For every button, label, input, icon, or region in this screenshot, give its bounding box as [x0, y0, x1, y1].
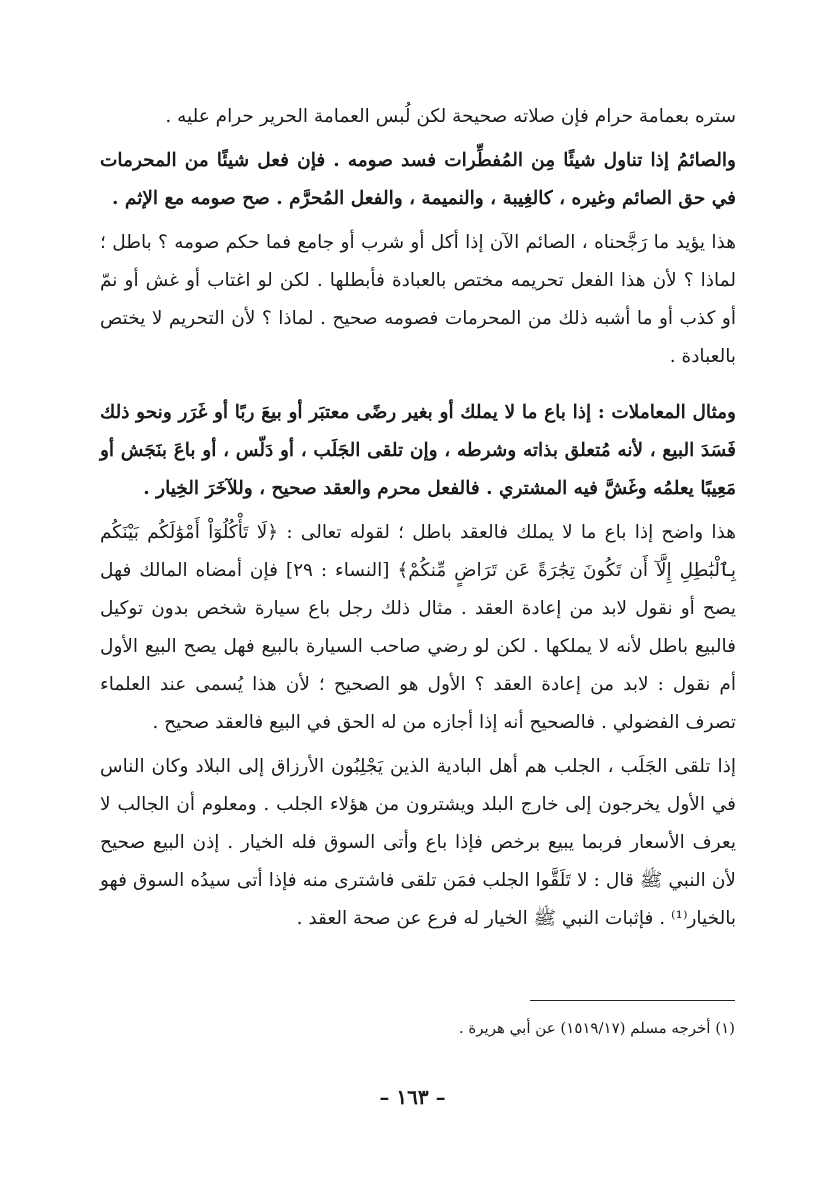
paragraph-6-commentary: إذا تلقى الجَلَب ، الجلب هم أهل البادية الذين يَجْلِبُون الأرزاق إلى البلاد وكان الناس في الأول يخرجون إلى خارج البلد ويشترون من هؤلاء الجلب . ومعلوم أن الجالب لا يعرف الأسعار فربما يبيع برخص فإذا باع وأتى السوق فله الخيار . إذن البيع صحيح لأن النبي ﷺ قال : لا تَلَقَّوا الجلب فمَن تلقى فاشترى منه فإذا أتى سيدُه السوق فهو بالخيار⁽¹⁾ . فإثبات النبي ﷺ الخيار له فرع عن صحة العقد . [100, 756, 736, 929]
paragraph-2-fasting-example: والصائمُ إذا تناول شيئًا مِن المُفطِّرات فسد صومه . فإن فعل شيئًا من المحرمات في حق الصائم وغيره ، كالغِيبة ، والنميمة ، والفعل المُحرَّم . صح صومه مع الإثم . [100, 150, 736, 209]
paragraph-1: ستره بعمامة حرام فإن صلاته صحيحة لكن لُبس العمامة الحرير حرام عليه . [165, 106, 736, 127]
page-number: – ١٦٣ – [379, 1085, 446, 1109]
paragraph-5-commentary: هذا واضح إذا باع ما لا يملك فالعقد باطل ؛ لقوله تعالى : ﴿لَا تَأْكُلُوٓاْ أَمْوَٰلَكُم بَيْنَكُم بِٱلْبَٰطِلِ إِلَّآ أَن تَكُونَ تِجَٰرَةً عَن تَرَاضٍ مِّنكُمْ﴾ [النساء : ٢٩] فإن أمضاه المالك فهل يصح أو نقول لابد من إعادة العقد . مثال ذلك رجل باع سيارة شخص بدون توكيل فالبيع باطل لأنه لا يملكها . لكن لو رضي صاحب السيارة بالبيع فهل يصح البيع الأول أم نقول : لابد من إعادة العقد ؟ الأول هو الصحيح ؛ لأن هذا يُسمى عند العلماء تصرف الفضولي . فالصحيح أنه إذا أجازه من له الحق في البيع فالعقد صحيح . [100, 522, 736, 733]
paragraph-4-transactions-example: ومثال المعاملات : إذا باع ما لا يملك أو بغير رضًى معتبَر أو بيعَ ربًا أو غَرَر ونحو ذلك فَسَدَ البيع ، لأنه مُتعلق بذاته وشرطه ، وإن تلقى الجَلَب ، أو دَلّس ، أو باعَ بنَجَش أو مَعِيبًا يعلمُه وغَشَّ فيه المشتري . فالفعل محرم والعقد صحيح ، وللآخَرَ الخِيار . [100, 402, 736, 499]
page-body [100, 98, 736, 938]
paragraph-3-commentary: هذا يؤيد ما رَجَّحناه ، الصائم الآن إذا أكل أو شرب أو جامع فما حكم صومه ؟ باطل ؛ لماذا ؟ لأن هذا الفعل تحريمه مختص بالعبادة فأبطلها . لكن لو اغتاب أو غش أو نمّ أو كذب أو ما أشبه ذلك من المحرمات فصومه صحيح . لماذا ؟ لأن التحريم لا يختص بالعبادة . [100, 232, 736, 367]
footnote-divider [530, 1000, 735, 1001]
footnote: (١) أخرجه مسلم (١٥١٩/١٧) عن أبي هريرة . [458, 1019, 735, 1037]
